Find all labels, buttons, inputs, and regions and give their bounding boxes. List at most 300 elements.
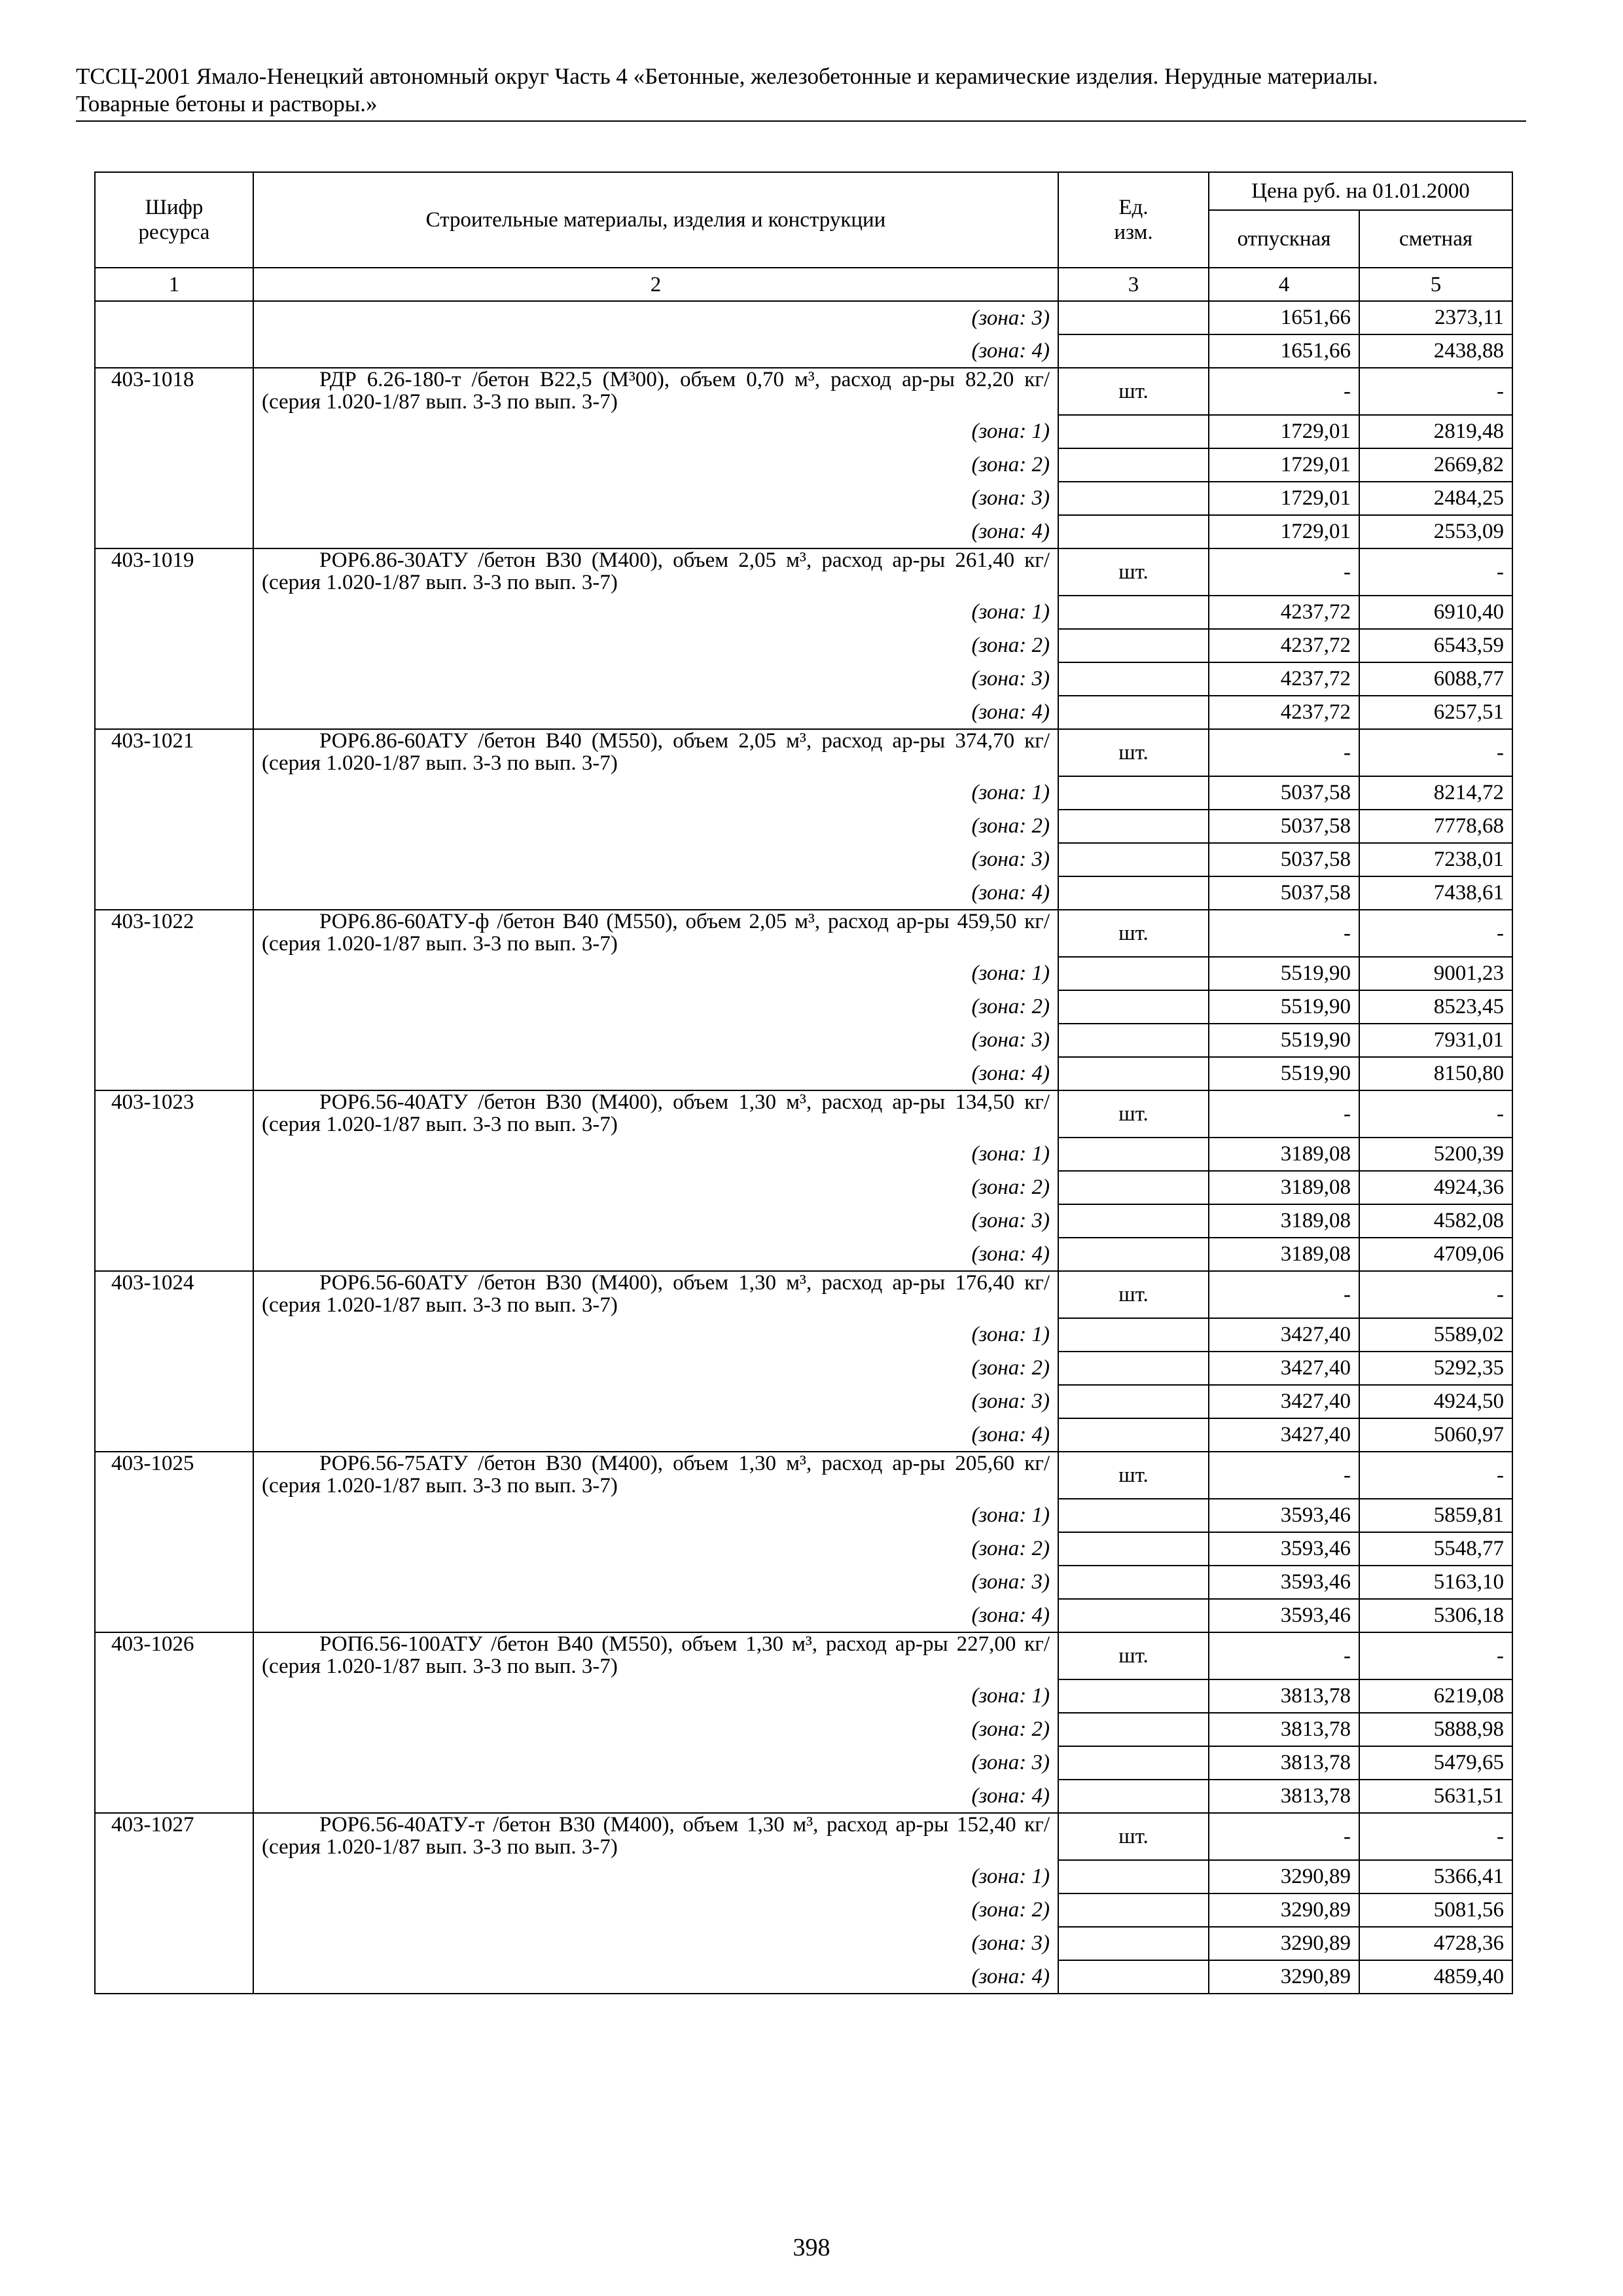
table-row — [95, 1057, 1512, 1090]
header-line-2: Товарные бетоны и растворы.» — [76, 91, 378, 117]
unit-cell — [1058, 1679, 1209, 1713]
document-header — [76, 63, 1531, 118]
table-row — [95, 1532, 1512, 1566]
estimate-price: - — [1359, 1452, 1512, 1499]
code-cell — [95, 1532, 253, 1566]
estimate-price: 2373,11 — [1359, 301, 1512, 334]
estimate-price: 9001,23 — [1359, 957, 1512, 990]
unit-cell — [1058, 1960, 1209, 1994]
estimate-price: 2553,09 — [1359, 515, 1512, 548]
estimate-price: 8214,72 — [1359, 776, 1512, 810]
release-price: 5037,58 — [1209, 810, 1359, 843]
unit-cell: шт. — [1058, 1452, 1209, 1499]
estimate-price: 5163,10 — [1359, 1566, 1512, 1599]
unit-cell — [1058, 1418, 1209, 1452]
unit-cell — [1058, 1746, 1209, 1780]
header-release-price: отпускная — [1209, 210, 1359, 268]
resource-code: 403-1027 — [95, 1813, 253, 1860]
zone-label: (зона: 2) — [253, 810, 1058, 843]
release-price: 5519,90 — [1209, 1024, 1359, 1057]
release-price: 3189,08 — [1209, 1204, 1359, 1238]
estimate-price: 2669,82 — [1359, 448, 1512, 482]
code-cell — [95, 301, 253, 334]
estimate-price: 4859,40 — [1359, 1960, 1512, 1994]
table-row — [95, 1632, 1512, 1679]
unit-cell — [1058, 596, 1209, 629]
zone-label: (зона: 2) — [253, 1713, 1058, 1746]
estimate-price: 5200,39 — [1359, 1138, 1512, 1171]
release-price: 3189,08 — [1209, 1171, 1359, 1204]
zone-label: (зона: 1) — [253, 957, 1058, 990]
unit-cell: шт. — [1058, 1813, 1209, 1860]
column-number: 1 — [95, 268, 253, 301]
unit-cell — [1058, 1204, 1209, 1238]
zone-label: (зона: 1) — [253, 1499, 1058, 1532]
release-price: 4237,72 — [1209, 662, 1359, 696]
release-price: 3290,89 — [1209, 1860, 1359, 1893]
estimate-price: 5081,56 — [1359, 1893, 1512, 1927]
resource-code: 403-1021 — [95, 729, 253, 776]
estimate-price: 5548,77 — [1359, 1532, 1512, 1566]
table-row — [95, 1138, 1512, 1171]
unit-cell — [1058, 1057, 1209, 1090]
item-description-text: РОР6.86-60АТУ /бетон В40 (М550), объем 2,05 м³, расход ар-ры 374,70 кг/ (серия 1.020-1/87 вып. 3-3 по вып. 3-7) — [262, 729, 1050, 775]
release-price: 3189,08 — [1209, 1238, 1359, 1271]
item-description-text: РОР6.86-30АТУ /бетон В30 (М400), объем 2,05 м³, расход ар-ры 261,40 кг/ (серия 1.020-1/87 вып. 3-3 по вып. 3-7) — [262, 548, 1050, 594]
release-price: - — [1209, 1813, 1359, 1860]
zone-label: (зона: 3) — [253, 1385, 1058, 1418]
header-name: Строительные материалы, изделия и конструкции — [253, 172, 1058, 268]
table-row — [95, 910, 1512, 957]
unit-cell — [1058, 415, 1209, 448]
item-description-text: РОР6.56-40АТУ /бетон В30 (М400), объем 1,30 м³, расход ар-ры 134,50 кг/ (серия 1.020-1/87 вып. 3-3 по вып. 3-7) — [262, 1090, 1050, 1136]
estimate-price: 5060,97 — [1359, 1418, 1512, 1452]
item-description — [253, 1271, 1058, 1318]
release-price: 3593,46 — [1209, 1599, 1359, 1632]
zone-label: (зона: 2) — [253, 1893, 1058, 1927]
unit-cell — [1058, 515, 1209, 548]
unit-cell — [1058, 990, 1209, 1024]
code-cell — [95, 1566, 253, 1599]
item-description — [253, 368, 1058, 415]
code-cell — [95, 957, 253, 990]
estimate-price: 5479,65 — [1359, 1746, 1512, 1780]
code-cell — [95, 1679, 253, 1713]
code-cell — [95, 843, 253, 876]
zone-label: (зона: 3) — [253, 1746, 1058, 1780]
table-row — [95, 1679, 1512, 1713]
estimate-price: 4924,50 — [1359, 1385, 1512, 1418]
unit-cell — [1058, 1532, 1209, 1566]
release-price: 3290,89 — [1209, 1960, 1359, 1994]
release-price: 4237,72 — [1209, 629, 1359, 662]
table-row — [95, 1352, 1512, 1385]
release-price: 1651,66 — [1209, 301, 1359, 334]
release-price: - — [1209, 1090, 1359, 1138]
estimate-price: - — [1359, 1090, 1512, 1138]
estimate-price: 5631,51 — [1359, 1780, 1512, 1813]
release-price: 3427,40 — [1209, 1352, 1359, 1385]
code-cell — [95, 596, 253, 629]
header-code: Шифр ресурса — [95, 172, 253, 268]
unit-cell — [1058, 696, 1209, 729]
release-price: - — [1209, 1271, 1359, 1318]
price-table — [94, 171, 1513, 1994]
release-price: - — [1209, 729, 1359, 776]
zone-label: (зона: 4) — [253, 876, 1058, 910]
table-row — [95, 1780, 1512, 1813]
release-price: 4237,72 — [1209, 696, 1359, 729]
zone-label: (зона: 3) — [253, 482, 1058, 515]
unit-cell — [1058, 1499, 1209, 1532]
zone-label: (зона: 2) — [253, 629, 1058, 662]
code-cell — [95, 415, 253, 448]
table-row — [95, 515, 1512, 548]
release-price: 5037,58 — [1209, 876, 1359, 910]
header-rule — [76, 120, 1526, 122]
release-price: 3593,46 — [1209, 1532, 1359, 1566]
unit-cell — [1058, 629, 1209, 662]
zone-label: (зона: 4) — [253, 1238, 1058, 1271]
table-row — [95, 1418, 1512, 1452]
release-price: 3813,78 — [1209, 1679, 1359, 1713]
table-row — [95, 1318, 1512, 1352]
release-price: - — [1209, 1632, 1359, 1679]
table-row — [95, 1813, 1512, 1860]
release-price: - — [1209, 910, 1359, 957]
table-row — [95, 876, 1512, 910]
release-price: 1651,66 — [1209, 334, 1359, 368]
estimate-price: 6257,51 — [1359, 696, 1512, 729]
table-row — [95, 301, 1512, 334]
resource-code: 403-1022 — [95, 910, 253, 957]
code-cell — [95, 1960, 253, 1994]
estimate-price: - — [1359, 548, 1512, 596]
code-cell — [95, 1318, 253, 1352]
code-cell — [95, 1860, 253, 1893]
zone-label: (зона: 1) — [253, 415, 1058, 448]
code-cell — [95, 448, 253, 482]
estimate-price: 5306,18 — [1359, 1599, 1512, 1632]
unit-cell — [1058, 1780, 1209, 1813]
unit-cell — [1058, 1318, 1209, 1352]
unit-cell — [1058, 776, 1209, 810]
release-price: 3593,46 — [1209, 1566, 1359, 1599]
zone-label: (зона: 2) — [253, 448, 1058, 482]
estimate-price: 4728,36 — [1359, 1927, 1512, 1960]
release-price: 3189,08 — [1209, 1138, 1359, 1171]
table-row — [95, 1566, 1512, 1599]
table-row — [95, 415, 1512, 448]
table-row — [95, 843, 1512, 876]
estimate-price: 5292,35 — [1359, 1352, 1512, 1385]
page-number: 398 — [793, 2234, 830, 2261]
table-row — [95, 448, 1512, 482]
zone-label: (зона: 2) — [253, 1171, 1058, 1204]
estimate-price: 7238,01 — [1359, 843, 1512, 876]
resource-code: 403-1026 — [95, 1632, 253, 1679]
column-number: 5 — [1359, 268, 1512, 301]
code-cell — [95, 629, 253, 662]
unit-cell: шт. — [1058, 1271, 1209, 1318]
table-row — [95, 1499, 1512, 1532]
price-table-body — [95, 301, 1512, 1994]
release-price: 3427,40 — [1209, 1385, 1359, 1418]
table-row — [95, 1713, 1512, 1746]
item-description-text: РОР6.56-40АТУ-т /бетон В30 (М400), объем 1,30 м³, расход ар-ры 152,40 кг/ (серия 1.020-1/87 вып. 3-3 по вып. 3-7) — [262, 1813, 1050, 1859]
estimate-price: 8523,45 — [1359, 990, 1512, 1024]
unit-cell: шт. — [1058, 1090, 1209, 1138]
code-cell — [95, 1713, 253, 1746]
unit-cell — [1058, 1171, 1209, 1204]
resource-code: 403-1023 — [95, 1090, 253, 1138]
code-cell — [95, 696, 253, 729]
estimate-price: 4924,36 — [1359, 1171, 1512, 1204]
estimate-price: 7931,01 — [1359, 1024, 1512, 1057]
item-description — [253, 1632, 1058, 1679]
estimate-price: 2819,48 — [1359, 415, 1512, 448]
unit-cell — [1058, 1927, 1209, 1960]
zone-label: (зона: 3) — [253, 1024, 1058, 1057]
unit-cell — [1058, 1352, 1209, 1385]
item-description — [253, 548, 1058, 596]
code-cell — [95, 1780, 253, 1813]
table-row — [95, 729, 1512, 776]
estimate-price: - — [1359, 910, 1512, 957]
table-row — [95, 1893, 1512, 1927]
table-row — [95, 810, 1512, 843]
release-price: - — [1209, 548, 1359, 596]
table-row — [95, 1746, 1512, 1780]
estimate-price: - — [1359, 1813, 1512, 1860]
code-cell — [95, 1138, 253, 1171]
table-row — [95, 776, 1512, 810]
zone-label: (зона: 1) — [253, 776, 1058, 810]
estimate-price: - — [1359, 729, 1512, 776]
code-cell — [95, 1599, 253, 1632]
zone-label: (зона: 1) — [253, 1318, 1058, 1352]
unit-cell: шт. — [1058, 548, 1209, 596]
release-price: 3427,40 — [1209, 1318, 1359, 1352]
unit-cell — [1058, 957, 1209, 990]
unit-cell — [1058, 1860, 1209, 1893]
code-cell — [95, 662, 253, 696]
item-description-text: РОП6.56-100АТУ /бетон В40 (М550), объем 1,30 м³, расход ар-ры 227,00 кг/ (серия 1.020-1/87 вып. 3-3 по вып. 3-7) — [262, 1632, 1050, 1678]
table-row — [95, 1271, 1512, 1318]
unit-cell: шт. — [1058, 1632, 1209, 1679]
zone-label: (зона: 3) — [253, 301, 1058, 334]
code-cell — [95, 810, 253, 843]
zone-label: (зона: 4) — [253, 1418, 1058, 1452]
code-cell — [95, 990, 253, 1024]
release-price: 3813,78 — [1209, 1746, 1359, 1780]
unit-cell — [1058, 876, 1209, 910]
estimate-price: 5589,02 — [1359, 1318, 1512, 1352]
unit-cell — [1058, 1238, 1209, 1271]
release-price: 1729,01 — [1209, 515, 1359, 548]
unit-cell — [1058, 662, 1209, 696]
zone-label: (зона: 2) — [253, 990, 1058, 1024]
zone-label: (зона: 3) — [253, 1204, 1058, 1238]
estimate-price: 8150,80 — [1359, 1057, 1512, 1090]
release-price: 5037,58 — [1209, 843, 1359, 876]
code-cell — [95, 1024, 253, 1057]
release-price: 3427,40 — [1209, 1418, 1359, 1452]
resource-code: 403-1025 — [95, 1452, 253, 1499]
zone-label: (зона: 4) — [253, 1057, 1058, 1090]
table-row — [95, 1960, 1512, 1994]
table-row — [95, 696, 1512, 729]
header-line-1: ТССЦ-2001 Ямало-Ненецкий автономный округ Часть 4 «Бетонные, железобетонные и керамические изделия. Нерудные материалы. — [76, 63, 1378, 89]
unit-cell — [1058, 1024, 1209, 1057]
code-cell — [95, 1418, 253, 1452]
unit-cell — [1058, 1713, 1209, 1746]
estimate-price: 7778,68 — [1359, 810, 1512, 843]
estimate-price: 2484,25 — [1359, 482, 1512, 515]
table-row — [95, 1238, 1512, 1271]
release-price: 5037,58 — [1209, 776, 1359, 810]
release-price: 5519,90 — [1209, 1057, 1359, 1090]
zone-label: (зона: 4) — [253, 696, 1058, 729]
release-price: 4237,72 — [1209, 596, 1359, 629]
item-description-text: РОР6.86-60АТУ-ф /бетон В40 (М550), объем 2,05 м³, расход ар-ры 459,50 кг/ (серия 1.020-1/87 вып. 3-3 по вып. 3-7) — [262, 910, 1050, 956]
estimate-price: - — [1359, 1632, 1512, 1679]
release-price: 1729,01 — [1209, 415, 1359, 448]
release-price: 3290,89 — [1209, 1893, 1359, 1927]
code-cell — [95, 1499, 253, 1532]
code-cell — [95, 1352, 253, 1385]
unit-cell — [1058, 1599, 1209, 1632]
table-row — [95, 957, 1512, 990]
release-price: 1729,01 — [1209, 448, 1359, 482]
estimate-price: 4709,06 — [1359, 1238, 1512, 1271]
unit-cell — [1058, 482, 1209, 515]
release-price: - — [1209, 1452, 1359, 1499]
unit-cell: шт. — [1058, 729, 1209, 776]
release-price: 5519,90 — [1209, 990, 1359, 1024]
table-row — [95, 334, 1512, 368]
zone-label: (зона: 3) — [253, 1927, 1058, 1960]
item-description-text: РОР6.56-75АТУ /бетон В30 (М400), объем 1,30 м³, расход ар-ры 205,60 кг/ (серия 1.020-1/87 вып. 3-3 по вып. 3-7) — [262, 1452, 1050, 1498]
column-number: 4 — [1209, 268, 1359, 301]
table-row — [95, 1385, 1512, 1418]
table-row — [95, 368, 1512, 415]
estimate-price: 7438,61 — [1359, 876, 1512, 910]
table-row — [95, 548, 1512, 596]
unit-cell — [1058, 810, 1209, 843]
code-cell — [95, 1057, 253, 1090]
resource-code: 403-1018 — [95, 368, 253, 415]
zone-label: (зона: 1) — [253, 1679, 1058, 1713]
unit-cell — [1058, 1893, 1209, 1927]
item-description — [253, 1813, 1058, 1860]
table-row — [95, 1599, 1512, 1632]
code-cell — [95, 1385, 253, 1418]
release-price: 3290,89 — [1209, 1927, 1359, 1960]
release-price: 3813,78 — [1209, 1780, 1359, 1813]
code-cell — [95, 876, 253, 910]
unit-cell — [1058, 1385, 1209, 1418]
table-row — [95, 596, 1512, 629]
unit-cell — [1058, 1138, 1209, 1171]
column-number: 3 — [1058, 268, 1209, 301]
item-description-text: РОР6.56-60АТУ /бетон В30 (М400), объем 1,30 м³, расход ар-ры 176,40 кг/ (серия 1.020-1/87 вып. 3-3 по вып. 3-7) — [262, 1271, 1050, 1317]
code-cell — [95, 1238, 253, 1271]
estimate-price: 5366,41 — [1359, 1860, 1512, 1893]
table-row — [95, 1171, 1512, 1204]
zone-label: (зона: 1) — [253, 596, 1058, 629]
zone-label: (зона: 4) — [253, 334, 1058, 368]
table-row — [95, 1204, 1512, 1238]
code-cell — [95, 1927, 253, 1960]
unit-cell — [1058, 843, 1209, 876]
table-row — [95, 1452, 1512, 1499]
table-row — [95, 662, 1512, 696]
item-description — [253, 1452, 1058, 1499]
code-cell — [95, 1171, 253, 1204]
estimate-price: 4582,08 — [1359, 1204, 1512, 1238]
item-description — [253, 729, 1058, 776]
release-price: 5519,90 — [1209, 957, 1359, 990]
unit-cell — [1058, 448, 1209, 482]
code-cell — [95, 334, 253, 368]
unit-cell: шт. — [1058, 910, 1209, 957]
zone-label: (зона: 4) — [253, 515, 1058, 548]
zone-label: (зона: 4) — [253, 1599, 1058, 1632]
header-unit: Ед. изм. — [1058, 172, 1209, 268]
table-row — [95, 1860, 1512, 1893]
estimate-price: 5859,81 — [1359, 1499, 1512, 1532]
estimate-price: 6088,77 — [1359, 662, 1512, 696]
table-row — [95, 1927, 1512, 1960]
resource-code: 403-1019 — [95, 548, 253, 596]
item-description — [253, 1090, 1058, 1138]
code-cell — [95, 1204, 253, 1238]
header-price: Цена руб. на 01.01.2000 — [1209, 172, 1512, 210]
resource-code: 403-1024 — [95, 1271, 253, 1318]
zone-label: (зона: 2) — [253, 1532, 1058, 1566]
code-cell — [95, 1746, 253, 1780]
estimate-price: 2438,88 — [1359, 334, 1512, 368]
table-row — [95, 629, 1512, 662]
estimate-price: 5888,98 — [1359, 1713, 1512, 1746]
estimate-price: - — [1359, 1271, 1512, 1318]
release-price: 1729,01 — [1209, 482, 1359, 515]
zone-label: (зона: 4) — [253, 1780, 1058, 1813]
unit-cell: шт. — [1058, 368, 1209, 415]
release-price: 3813,78 — [1209, 1713, 1359, 1746]
zone-label: (зона: 1) — [253, 1860, 1058, 1893]
code-cell — [95, 482, 253, 515]
unit-cell — [1058, 301, 1209, 334]
estimate-price: - — [1359, 368, 1512, 415]
unit-cell — [1058, 334, 1209, 368]
code-cell — [95, 515, 253, 548]
table-row — [95, 482, 1512, 515]
zone-label: (зона: 1) — [253, 1138, 1058, 1171]
zone-label: (зона: 2) — [253, 1352, 1058, 1385]
header-estimate-price: сметная — [1359, 210, 1512, 268]
item-description-text: РДР 6.26-180-т /бетон В22,5 (М³00), объем 0,70 м³, расход ар-ры 82,20 кг/ (серия 1.020-1/87 вып. 3-3 по вып. 3-7) — [262, 368, 1050, 414]
table-row — [95, 1090, 1512, 1138]
column-number: 2 — [253, 268, 1058, 301]
release-price: 3593,46 — [1209, 1499, 1359, 1532]
item-description — [253, 910, 1058, 957]
code-cell — [95, 1893, 253, 1927]
table-row — [95, 990, 1512, 1024]
table-row — [95, 1024, 1512, 1057]
zone-label: (зона: 4) — [253, 1960, 1058, 1994]
